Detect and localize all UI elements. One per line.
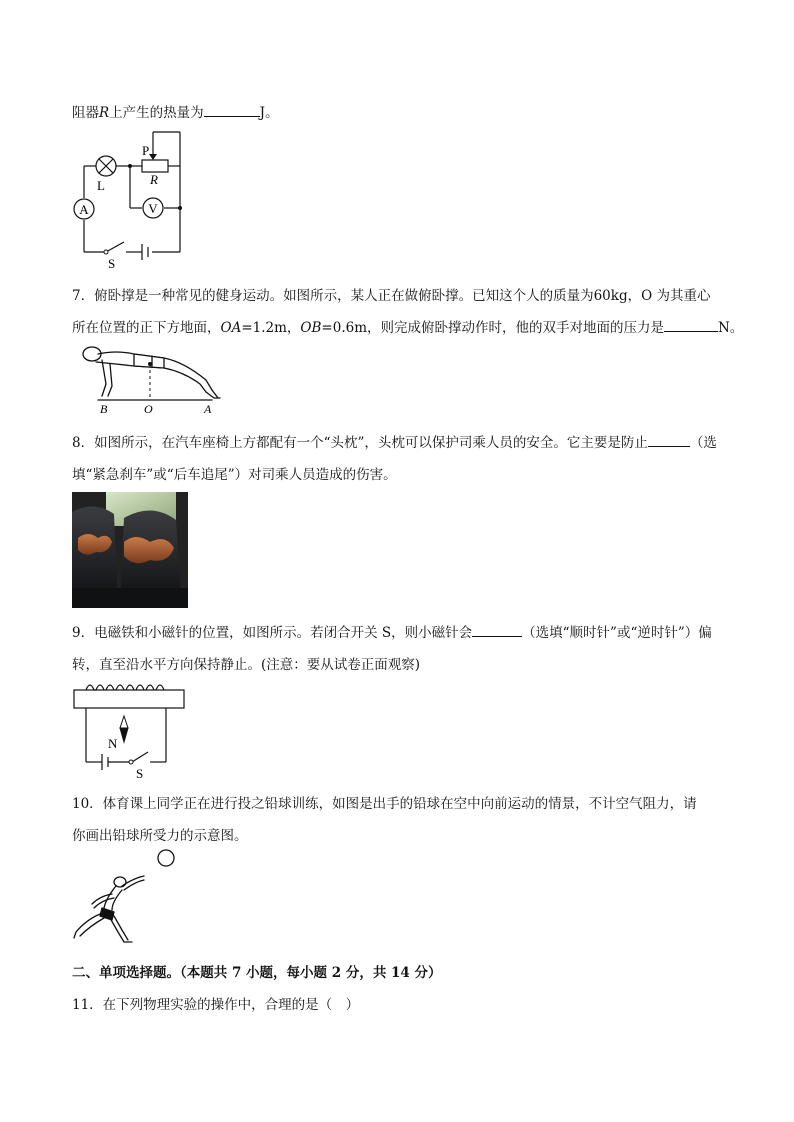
shotput-svg <box>72 846 182 950</box>
q7-text-1: 7．俯卧撑是一种常见的健身运动。如图所示，某人正在做俯卧撑。已知这个人的质量为60kg，O 为其重心 <box>72 288 711 304</box>
q7-text-2a: 所在位置的正下方地面， <box>72 320 221 336</box>
switch-pivot <box>129 760 133 764</box>
headrest-photo <box>72 492 188 608</box>
athlete-icon <box>74 876 144 942</box>
label-n: N <box>108 736 118 751</box>
ammeter-label: A <box>79 202 89 217</box>
q6-text-post: 上产生的热量为 <box>109 105 204 121</box>
section-2-title: 二、单项选择题。（本题共 7 小题，每小题 2 分，共 14 分） <box>72 965 442 981</box>
q7-oa-val: =1.2m， <box>241 320 301 336</box>
q8-text-1b: （选 <box>689 435 717 451</box>
q11-text: 11．在下列物理实验的操作中，合理的是（ ） <box>72 997 360 1013</box>
junction-dot <box>178 206 182 210</box>
q9-text-1a: 9．电磁铁和小磁针的位置，如图所示。若闭合开关 S，则小磁针会 <box>72 625 473 641</box>
q7-ob-val: =0.6m，则完成俯卧撑动作时，他的双手对地面的压力是 <box>321 320 665 336</box>
q9-text-2: 转，直至沿水平方向保持静止。(注意：要从试卷正面观察) <box>72 657 421 673</box>
switch-pivot <box>104 250 108 254</box>
q6-answer-blank[interactable] <box>204 102 260 117</box>
q6-unit: J。 <box>259 105 279 121</box>
q7-var-oa: OA <box>220 320 242 336</box>
q8-answer-blank[interactable] <box>648 432 690 447</box>
pushup-figure <box>72 340 222 418</box>
label-b: B <box>100 402 108 416</box>
label-p: P <box>142 143 150 158</box>
pushup-svg <box>72 340 222 418</box>
ammeter-icon <box>74 199 94 219</box>
label-s: S <box>108 256 116 268</box>
q10-text-1: 10．体育课上同学正在进行投之铅球训练，如图是出手的铅球在空中向前运动的情景，不计空气阻力，请 <box>72 796 697 812</box>
q9-line-1 <box>72 621 712 641</box>
shotput-figure <box>72 846 182 950</box>
q6-var-r: R <box>99 105 110 121</box>
q6-tail-line <box>72 101 279 121</box>
gravity-center-dot <box>148 362 152 366</box>
lamp-icon <box>96 156 116 176</box>
q8-text-2: 填“紧急刹车”或“后车追尾”）对司乘人员造成的伤害。 <box>72 467 397 483</box>
slider-arrow-icon <box>149 154 157 160</box>
q11-line <box>72 993 359 1013</box>
q10-line-1 <box>72 792 697 812</box>
voltmeter-icon <box>143 198 163 218</box>
q9-text-1b: （选填“顺时针”或“逆时针”）偏 <box>522 625 712 641</box>
headrest-photo-svg <box>72 492 188 608</box>
q8-line-1 <box>72 431 717 451</box>
label-l: L <box>97 178 105 193</box>
q8-text-1a: 8．如图所示，在汽车座椅上方都配有一个“头枕”，头枕可以保护司乘人员的安全。它主要是防止 <box>72 435 648 451</box>
junction-dot <box>128 164 132 168</box>
circuit-diagram-1 <box>70 128 190 268</box>
q10-line-2 <box>72 824 248 844</box>
electromagnet-svg <box>72 680 188 780</box>
rheostat-r <box>142 160 168 172</box>
label-s-switch: S <box>136 766 144 780</box>
q7-line-1 <box>72 284 710 304</box>
q8-line-2 <box>72 463 397 483</box>
circuit-1-svg <box>70 128 190 268</box>
compass-needle-icon <box>120 716 128 742</box>
shot-ball-icon <box>158 850 174 866</box>
q9-line-2 <box>72 653 420 673</box>
q7-line-2 <box>72 316 743 336</box>
label-r: R <box>150 172 158 187</box>
q9-answer-blank[interactable] <box>472 622 522 637</box>
q7-unit: N。 <box>718 320 744 336</box>
label-o: O <box>144 402 153 416</box>
electromagnet-figure <box>72 680 188 780</box>
section-2-heading <box>72 961 442 981</box>
q7-var-ob: OB <box>300 320 322 336</box>
voltmeter-label: V <box>148 201 158 216</box>
label-a: A <box>204 402 212 416</box>
q10-text-2: 你画出铅球所受力的示意图。 <box>72 828 248 844</box>
q7-answer-blank[interactable] <box>664 317 718 332</box>
q6-text-pre: 阻器 <box>72 105 99 121</box>
